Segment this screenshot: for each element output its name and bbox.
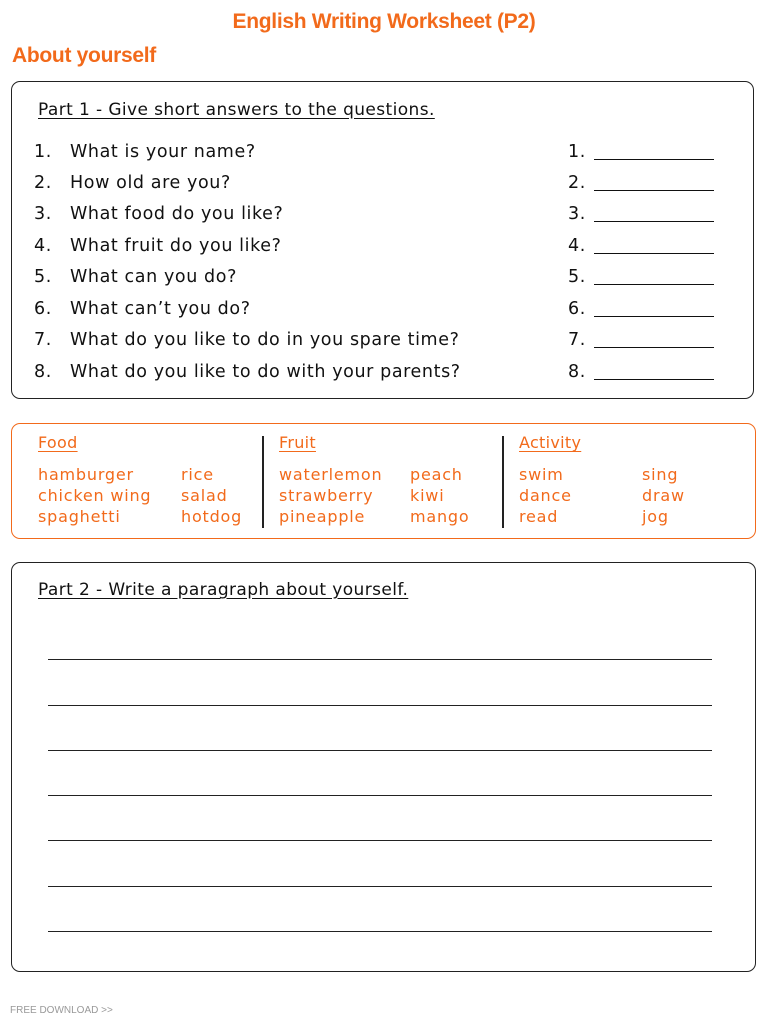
word-bank-box xyxy=(11,423,756,539)
free-download-link[interactable]: FREE DOWNLOAD >> xyxy=(10,1005,113,1016)
question-number: 7. xyxy=(34,330,52,350)
writing-line[interactable] xyxy=(48,659,712,660)
answer-blank[interactable] xyxy=(594,159,714,160)
answer-number: 1. xyxy=(568,142,586,162)
question-number: 3. xyxy=(34,204,52,224)
part2-box xyxy=(11,562,756,972)
word-bank-item: pineapple xyxy=(279,507,366,526)
word-bank-item: salad xyxy=(181,486,228,505)
question-row xyxy=(34,267,724,291)
question-text: What do you like to do in you spare time? xyxy=(70,330,460,350)
question-text: What food do you like? xyxy=(70,204,284,224)
question-text: What is your name? xyxy=(70,142,256,162)
answer-blank[interactable] xyxy=(594,379,714,380)
writing-line[interactable] xyxy=(48,840,712,841)
part1-heading: Part 1 - Give short answers to the questions. xyxy=(38,100,435,120)
answer-number: 7. xyxy=(568,330,586,350)
column-divider xyxy=(262,436,264,528)
question-number: 6. xyxy=(34,299,52,319)
word-bank-item: read xyxy=(519,507,559,526)
answer-blank[interactable] xyxy=(594,284,714,285)
word-bank-item: hamburger xyxy=(38,465,134,484)
word-bank-item: kiwi xyxy=(410,486,445,505)
word-bank-item: strawberry xyxy=(279,486,374,505)
question-row xyxy=(34,362,724,386)
category-heading-activity: Activity xyxy=(519,433,582,452)
writing-line[interactable] xyxy=(48,886,712,887)
word-bank-item: peach xyxy=(410,465,463,484)
question-number: 1. xyxy=(34,142,52,162)
word-bank-item: dance xyxy=(519,486,572,505)
section-subtitle: About yourself xyxy=(12,44,156,67)
question-number: 2. xyxy=(34,173,52,193)
question-row xyxy=(34,173,724,197)
answer-number: 3. xyxy=(568,204,586,224)
question-row xyxy=(34,299,724,323)
question-text: What do you like to do with your parents? xyxy=(70,362,461,382)
word-bank-item: draw xyxy=(642,486,685,505)
word-bank-item: swim xyxy=(519,465,564,484)
answer-blank[interactable] xyxy=(594,347,714,348)
question-text: What fruit do you like? xyxy=(70,236,282,256)
category-heading-fruit: Fruit xyxy=(279,433,316,452)
word-bank-item: rice xyxy=(181,465,214,484)
question-text: What can you do? xyxy=(70,267,237,287)
worksheet-title: English Writing Worksheet (P2) xyxy=(232,10,536,33)
writing-line[interactable] xyxy=(48,795,712,796)
answer-blank[interactable] xyxy=(594,316,714,317)
category-heading-food: Food xyxy=(38,433,78,452)
question-row xyxy=(34,204,724,228)
word-bank-item: jog xyxy=(642,507,669,526)
writing-line[interactable] xyxy=(48,931,712,932)
answer-number: 4. xyxy=(568,236,586,256)
question-number: 4. xyxy=(34,236,52,256)
question-row xyxy=(34,330,724,354)
answer-blank[interactable] xyxy=(594,190,714,191)
question-row xyxy=(34,142,724,166)
part2-heading: Part 2 - Write a paragraph about yourself. xyxy=(38,580,409,600)
question-row xyxy=(34,236,724,260)
question-number: 8. xyxy=(34,362,52,382)
word-bank-item: mango xyxy=(410,507,470,526)
word-bank-item: chicken wing xyxy=(38,486,152,505)
answer-number: 5. xyxy=(568,267,586,287)
word-bank-item: hotdog xyxy=(181,507,243,526)
writing-line[interactable] xyxy=(48,705,712,706)
word-bank-item: spaghetti xyxy=(38,507,121,526)
answer-number: 6. xyxy=(568,299,586,319)
question-number: 5. xyxy=(34,267,52,287)
answer-number: 2. xyxy=(568,173,586,193)
word-bank-item: waterlemon xyxy=(279,465,383,484)
column-divider xyxy=(502,436,504,528)
question-text: What can’t you do? xyxy=(70,299,251,319)
part1-box xyxy=(11,81,754,399)
word-bank-item: sing xyxy=(642,465,679,484)
answer-blank[interactable] xyxy=(594,253,714,254)
writing-line[interactable] xyxy=(48,750,712,751)
question-text: How old are you? xyxy=(70,173,231,193)
answer-blank[interactable] xyxy=(594,221,714,222)
answer-number: 8. xyxy=(568,362,586,382)
